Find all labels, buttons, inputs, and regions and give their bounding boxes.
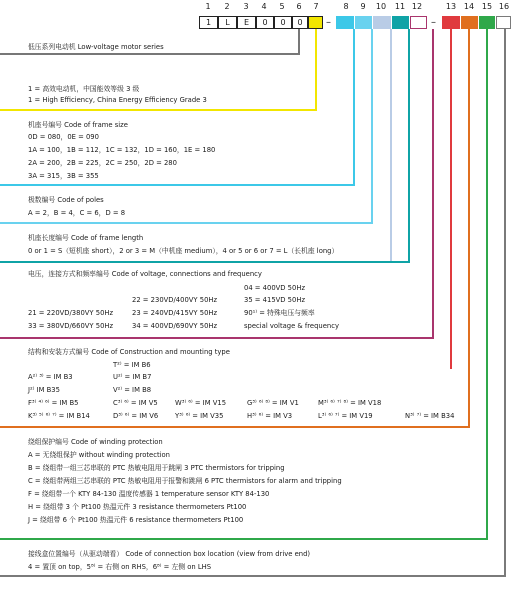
position-number: 14 xyxy=(463,2,475,11)
position-number: 7 xyxy=(313,2,319,11)
position-number: 5 xyxy=(279,2,285,11)
mounting-title: 结构和安装方式编号 Code of Construction and mounting type xyxy=(28,348,230,356)
code-box-5: 0 xyxy=(274,16,292,29)
voltage-option: 33 = 380VD/660VY 50Hz xyxy=(28,322,114,330)
code-box-4: 0 xyxy=(256,16,274,29)
frame-row: 1A = 100，1B = 112，1C = 132，1D = 160，1E = 180 xyxy=(28,146,216,154)
code-box-13 xyxy=(442,16,460,29)
voltage-option: 22 = 230VD/400VY 50Hz xyxy=(132,296,218,304)
code-box-8 xyxy=(336,16,354,29)
leader-line-6 xyxy=(298,29,300,53)
position-number: 11 xyxy=(394,2,406,11)
frame-row: 0D = 080，0E = 090 xyxy=(28,133,99,141)
mounting-option: F³⁾ ⁴⁾ ⁶⁾ = IM B5 xyxy=(28,399,79,407)
position-number: 8 xyxy=(343,2,349,11)
grade-line-en: 1 = High Efficiency, China Energy Efficiency Grade 3 xyxy=(28,96,207,104)
mounting-option: K³⁾ ⁵⁾ ⁶⁾ ⁷⁾ = IM B14 xyxy=(28,412,90,420)
code-box-1: 1 xyxy=(199,16,218,29)
mounting-option: M³⁾ ⁶⁾ ⁷⁾ ⁸⁾ = IM V18 xyxy=(318,399,382,407)
mounting-option: N³⁾ ⁷⁾ = IM B34 xyxy=(405,412,455,420)
voltage-option: special voltage & frequency xyxy=(244,322,339,330)
code-box-11 xyxy=(392,16,409,29)
frame-row: 2A = 200，2B = 225，2C = 250，2D = 280 xyxy=(28,159,177,167)
code-box-10 xyxy=(373,16,391,29)
series-label: 低压系列电动机 Low-voltage motor series xyxy=(28,43,164,51)
underline-series xyxy=(0,53,300,55)
leader-line-11 xyxy=(408,29,410,262)
code-box-15 xyxy=(479,16,495,29)
position-number: 9 xyxy=(360,2,366,11)
position-number: 1 xyxy=(205,2,211,11)
underline-mounting xyxy=(0,426,470,428)
code-box-7 xyxy=(308,16,323,29)
code-box-6: 0 xyxy=(292,16,308,29)
length-row: 0 or 1 = S（短机座 short），2 or 3 = M（中机座 medium），4 or 5 or 6 or 7 = L（长机座 long） xyxy=(28,247,339,255)
position-number: 13 xyxy=(445,2,457,11)
leader-line-16 xyxy=(504,29,506,576)
leader-line-12 xyxy=(432,29,434,338)
voltage-option: 90¹⁾ = 特殊电压与频率 xyxy=(244,309,315,317)
box-title: 接线盒位置编号（从驱动端看） Code of connection box location (view from drive end) xyxy=(28,550,311,558)
winding-row: J = 绕组带 6 个 Pt100 热温元件 6 resistance thermometers Pt100 xyxy=(28,516,244,524)
grade-line-cn: 1 = 高效电动机，中国能效等级 3 级 xyxy=(28,85,140,93)
frame-title: 机座号编号 Code of frame size xyxy=(28,121,128,129)
poles-row: A = 2，B = 4，C = 6，D = 8 xyxy=(28,209,126,217)
mounting-option: G³⁾ ⁶⁾ ⁸⁾ = IM V1 xyxy=(247,399,299,407)
winding-row: B = 绕组带一组三芯串联的 PTC 热敏电阻用于跳闸 3 PTC thermistors for tripping xyxy=(28,464,285,472)
underline-voltage xyxy=(0,337,434,339)
winding-row: C = 绕组带两组三芯串联的 PTC 热敏电阻用于报警和跳闸 6 PTC thermistors for alarm and tripping xyxy=(28,477,342,485)
position-number: 6 xyxy=(296,2,302,11)
code-box-12 xyxy=(410,16,427,29)
leader-line-14 xyxy=(468,29,470,427)
mounting-option: U²⁾ = IM B7 xyxy=(113,373,152,381)
mounting-option: D³⁾ ⁶⁾ = IM V6 xyxy=(113,412,159,420)
voltage-option: 34 = 400VD/690VY 50Hz xyxy=(132,322,218,330)
position-number: 16 xyxy=(498,2,510,11)
box-row: 4 = 置顶 on top，5⁸⁾ = 右侧 on RHS，6⁸⁾ = 左侧 on LHS xyxy=(28,563,212,571)
position-number: 3 xyxy=(243,2,249,11)
leader-line-13 xyxy=(450,29,452,369)
code-box-14 xyxy=(461,16,478,29)
position-number: 4 xyxy=(261,2,267,11)
poles-title: 极数编号 Code of poles xyxy=(28,196,104,204)
underline-frame xyxy=(0,184,355,186)
leader-line-15 xyxy=(486,29,488,539)
mounting-option: T²⁾ = IM B6 xyxy=(113,361,151,369)
length-title: 机座长度编号 Code of frame length xyxy=(28,234,144,242)
position-number: 12 xyxy=(411,2,423,11)
mounting-option: V²⁾ = IM B8 xyxy=(113,386,152,394)
frame-row: 3A = 315，3B = 355 xyxy=(28,172,99,180)
position-number: 2 xyxy=(224,2,230,11)
code-box-16 xyxy=(496,16,511,29)
code-box-9 xyxy=(355,16,372,29)
winding-row: F = 绕组带一个 KTY 84-130 温度传感器 1 temperature sensor KTY 84-130 xyxy=(28,490,270,498)
underline-winding xyxy=(0,538,488,540)
voltage-option: 21 = 220VD/380VY 50Hz xyxy=(28,309,114,317)
winding-title: 绕组保护编号 Code of winding protection xyxy=(28,438,163,446)
winding-row: A = 无绕组保护 without winding protection xyxy=(28,451,170,459)
mounting-option: C³⁾ ⁶⁾ = IM V5 xyxy=(113,399,158,407)
mounting-option: W³⁾ ⁶⁾ = IM V15 xyxy=(175,399,227,407)
underline-length xyxy=(0,261,410,263)
mounting-option: L³⁾ ⁶⁾ ⁷⁾ = IM V19 xyxy=(318,412,373,420)
leader-line-9 xyxy=(371,29,373,223)
separator-dash: – xyxy=(431,17,436,28)
winding-row: H = 绕组带 3 个 Pt100 热温元件 3 resistance thermometers Pt100 xyxy=(28,503,247,511)
leader-line-10 xyxy=(390,29,392,263)
voltage-option: 35 = 415VD 50Hz xyxy=(244,296,306,304)
mounting-option: Y³⁾ ⁶⁾ = IM V35 xyxy=(175,412,224,420)
voltage-option: 04 = 400VD 50Hz xyxy=(244,284,306,292)
underline-box xyxy=(0,575,506,577)
separator-dash: – xyxy=(326,17,331,28)
leader-line-8 xyxy=(353,29,355,185)
voltage-option: 23 = 240VD/415VY 50Hz xyxy=(132,309,218,317)
mounting-option: J²⁾ IM B35 xyxy=(28,386,60,394)
code-box-2: L xyxy=(218,16,237,29)
mounting-option: H³⁾ ⁶⁾ = IM V3 xyxy=(247,412,293,420)
underline-grade xyxy=(0,109,317,111)
mounting-option: A²⁾ ³⁾ = IM B3 xyxy=(28,373,73,381)
leader-line-7 xyxy=(315,29,317,110)
code-box-3: E xyxy=(237,16,256,29)
position-number: 15 xyxy=(481,2,493,11)
voltage-title: 电压，连接方式和频率编号 Code of voltage, connections and frequency xyxy=(28,270,262,278)
underline-poles xyxy=(0,222,373,224)
position-number: 10 xyxy=(375,2,387,11)
